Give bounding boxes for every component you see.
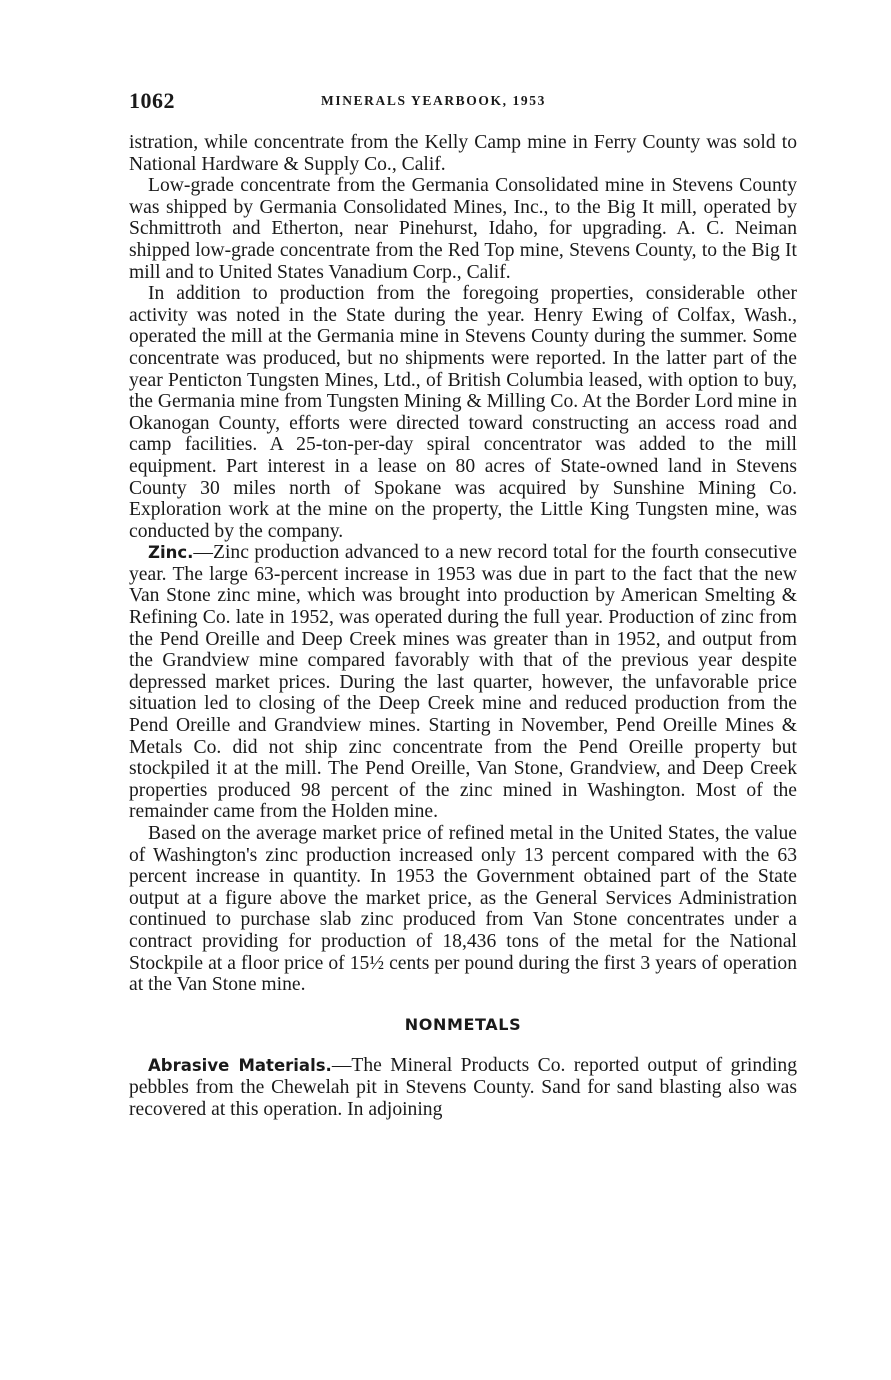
page-number: 1062: [129, 88, 175, 113]
abrasive-materials-heading: Abrasive Materials.: [148, 1056, 332, 1076]
running-head: [129, 88, 797, 118]
abrasive-materials-text: —The Mineral Products Co. reported output of grinding pebbles from the Chewelah pit in Stevens County. Sand for sand blasting also was recovered at this operation. In adjoining: [129, 1055, 797, 1120]
paragraph-low-grade-concentrate: Low-grade concentrate from the Germania Consolidated mine in Stevens County was shipped by Germania Consolidated Mines, Inc., to the Big It mill, operated by Schmittroth and Etherton, near Pinehurst, Idaho, for upgrading. A. C. Neiman shipped low-grade concentrate from the Red Top mine, Stevens County, to the Big It mill and to United States Vanadium Corp., Calif.: [129, 175, 797, 283]
zinc-heading: Zinc.: [148, 543, 194, 563]
document-page: [129, 88, 797, 1120]
section-heading-nonmetals: NONMETALS: [404, 1014, 522, 1034]
zinc-text: —Zinc production advanced to a new record total for the fourth consecutive year. The large 63-percent increase in 1953 was due in part to the fact that the new Van Stone zinc mine, which was brought into production by American Smelting & Refining Co. late in 1952, was operated during the full year. Production of zinc from the Pend Oreille and Deep Creek mines was greater than in 1952, and output from the Grandview mine compared favorably with that of the previous year despite depressed market prices. During the last quarter, however, the unfavorable price situation led to closing of the Deep Creek mine and reduced production from the Pend Oreille and Grandview mines. Starting in November, Pend Oreille Mines & Metals Co. did not ship zinc concentrate from the Pend Oreille property but stockpiled it at the mill. The Pend Oreille, Van Stone, Grandview, and Deep Creek properties produced 98 percent of the zinc mined in Washington. Most of the remainder came from the Holden mine.: [129, 542, 797, 823]
body-text: [129, 132, 797, 1120]
running-title: MINERALS YEARBOOK, 1953: [321, 93, 546, 108]
paragraph-zinc: [129, 542, 797, 823]
paragraph-continued: istration, while concentrate from the Kelly Camp mine in Ferry County was sold to National Hardware & Supply Co., Calif.: [129, 132, 797, 175]
paragraph-abrasive-materials: [129, 1055, 797, 1120]
paragraph-other-activity: In addition to production from the foregoing properties, considerable other activity was noted in the State during the year. Henry Ewing of Colfax, Wash., operated the mill at the Germania mine in Stevens County during the summer. Some concentrate was produced, but no shipments were reported. In the latter part of the year Penticton Tungsten Mines, Ltd., of British Columbia leased, with option to buy, the Germania mine from Tungsten Mining & Milling Co. At the Border Lord mine in Okanogan County, efforts were directed toward constructing an access road and camp facilities. A 25-ton-per-day spiral concentrator was added to the mill equipment. Part interest in a lease on 80 acres of State-owned land in Stevens County 30 miles north of Spokane was acquired by Sunshine Mining Co. Exploration work at the mine on the property, the Little King Tungsten mine, was conducted by the company.: [129, 283, 797, 542]
paragraph-zinc-value: Based on the average market price of refined metal in the United States, the value of Washington's zinc production increased only 13 percent compared with the 63 percent increase in quantity. In 1953 the Government obtained part of the State output at a figure above the market price, as the General Services Administration continued to purchase slab zinc produced from Van Stone concentrates under a contract providing for production of 18,436 tons of the metal for the National Stockpile at a floor price of 15½ cents per pound during the first 3 years of operation at the Van Stone mine.: [129, 823, 797, 996]
